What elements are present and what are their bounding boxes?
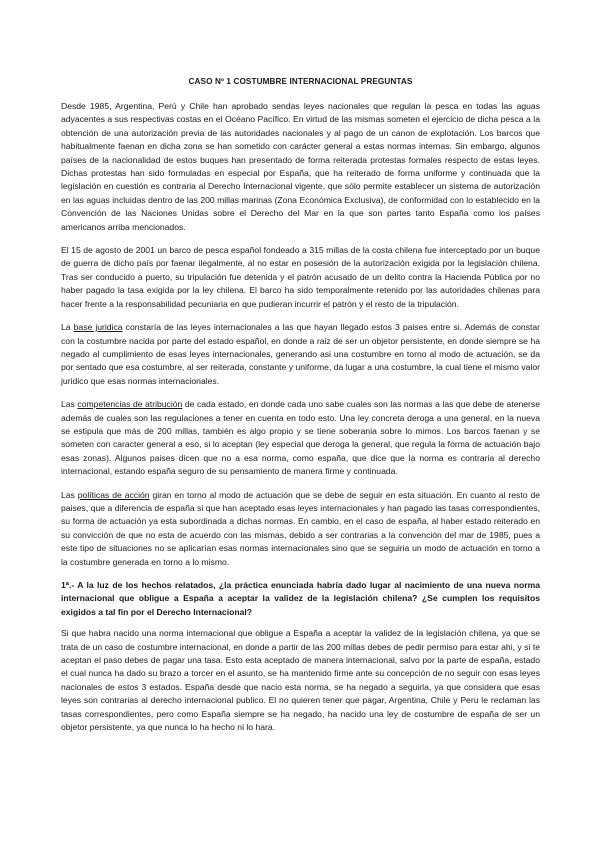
underlined-term-competencias: competencias de atribución: [77, 399, 183, 410]
paragraph-policies: [61, 489, 540, 569]
underlined-term-base-juridica: base juridica: [73, 322, 123, 333]
paragraph-text: constaría de las leyes internacionales a las que hayan llegado estos 3 paises entre si. Además de constar con la costumbre nacida por parte del estado español, en donde a raiz de ser un objetor persistente, en donde siempre se ha negado al cumplimiento de esas leyes internacionales, generando asi una costumbre en torno al modo de actuación, se da por sentado que esa costumbre, al ser reiterada, constante y uniforme, da lugar a una costumbre, la cual tiene el mismo valor juridico que esas normas internacionales.: [61, 322, 541, 386]
paragraph-legal-basis: [61, 321, 540, 388]
paragraph-competencies: [61, 398, 540, 478]
paragraph-incident: El 15 de agosto de 2001 un barco de pesca español fondeado a 315 millas de la costa chilena fue interceptado por un buque de guerra de dicho país por faenar ilegalmente, al no estar en posesión de la autorización exigida por la legislación chilena. Tras ser conducido a puerto, su tripulación fue detenida y el patrón acusado de un delito contra la Hacienda Pública por no haber pagado la tasa exigida por la ley chilena. El barco ha sido temporalmente retenido por las autoridades chilenas para hacer frente a la responsabilidad pecuniaria en que pudieran incurrir el patrón y el resto de la tripulación.: [61, 245, 540, 309]
answer-1: Si que habra nacido una norma internacional que obligue a España a aceptar la validez de la legislación chilena, ya que se trata de un caso de costumbre internacional, en donde a partir de las 200 millas debes de pedir permiso para estar ahi, y si te aceptan el paso debes de pagar una tasa. Esto esta aceptado de manera internacional, salvo por la parte de españa, estado el cual nunca ha dado su brazo a torcer en el asunto, se ha mantenido firme ante su concepción de no seguir con esas leyes nacionales de estos 3 estados. España desde que nacio esta norma, se ha negado a seguirla, ya que considera que esas leyes son contrarias al derecho internacional publico. El no quieren tener que pagar, Argentina, Chile y Peru le reclaman las tasas correspondientes, pero como España siempre se ha negado, ha nacido una ley de costumbre de españa de ser un objetor persistente, ya que nunca lo ha hecho ni lo hara.: [61, 628, 540, 733]
paragraph-text: de cada estado, en donde cada uno sabe cuales son las normas a las que debe de atenerse además de cuales son las regulaciones a tener en cuenta en todo esto. Una ley concreta deroga a una general, en la nueva se estipula que más de 200 millas, también es algo propio y se tiene soberania sobre lo mimos. Los barcos faenan y se someten con caracter general a eso, si lo aceptan (ley especial que deroga la general, que regula la forma de actuación bajo esas zonas). Algunos paises dicen que no a esa norma, como españa, que dice que la norma es contraria al derecho internacional, estando españa seguro de su pensamiento de manera firme y continuada.: [61, 399, 540, 477]
document-title: CASO Nº 1 COSTUMBRE INTERNACIONAL PREGUNTAS: [188, 77, 413, 86]
paragraph-text: giran en torno al modo de actuación que se debe de seguir en esta situación. En cuanto al resto de paises, que a diferencia de españa si que han aceptado esas leyes internacionales y han pagado las tasas correspondientes, su forma de actuación ya esta subordinada a dichas normas. En cambio, en el caso de españa, al haber estado reiterado en su convicción de que no esta de acuerdo con las mismas, debido a ser contrarias a la convención del mar de 1985, pues a este tipo de situaciones no se aplicarían esas normas internacionales sino que se seguiria un modo de actuación en torno a la costumbre generada en torno a lo mismo.: [61, 489, 540, 567]
paragraph-background: Desde 1985, Argentina, Perú y Chile han aprobado sendas leyes nacionales que regulan la pesca en todas las aguas adyacentes a sus respectivas costas en el Océano Pacífico. En virtud de las mismas someten el ejercicio de dicha pesca a la obtención de una autorización previa de las autoridades nacionales y al pago de un canon de explotación. Los barcos que habitualmente faenan en dicha zona se han sometido con carácter general a estas normas internas. Sin embargo, algunos países de la nacionalidad de estos buques han presentado de forma reiterada protestas formales respecto de estas leyes. Dichas protestas han sido formuladas en especial por España, que ha reiterado de forma uniforme y continuada que la legislación en cuestión es contraria al Derecho Internacional vigente, que sólo permite establecer un sistema de autorización en las aguas incluidas dentro de las 200 millas marinas (Zona Económica Exclusiva), de conformidad con lo establecido en la Convención de las Naciones Unidas sobre el Derecho del Mar en la que son partes tanto España como los países americanos arriba mencionados.: [61, 101, 540, 232]
paragraph-prefix: Las: [61, 399, 78, 410]
underlined-term-politicas: políticas de acción: [77, 489, 150, 500]
paragraph-prefix: La: [61, 322, 74, 333]
question-1: 1ª.- A la luz de los hechos relatados, ¿la práctica enunciada habría dado lugar al nacimiento de una nueva norma internacional que obligue a España a aceptar la validez de la legislación chilena? ¿Se cumplen los requisitos exigidos a tal fin por el Derecho Internacional?: [61, 580, 540, 617]
paragraph-prefix: Las: [61, 489, 78, 500]
